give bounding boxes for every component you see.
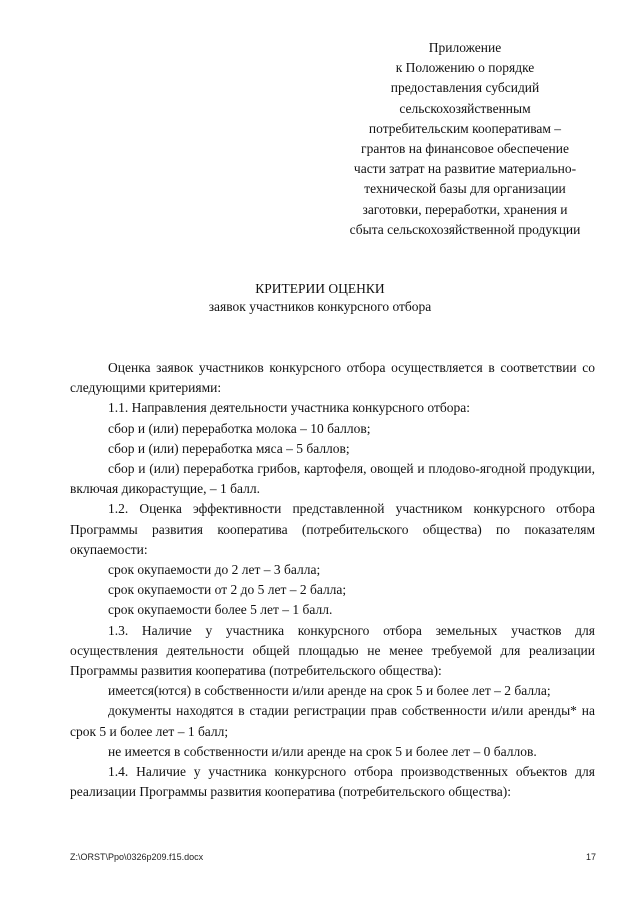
- paragraph: имеется(ются) в собственности и/или аренде на срок 5 и более лет – 2 балла;: [108, 683, 551, 699]
- paragraph: срок окупаемости от 2 до 5 лет – 2 балла;: [108, 582, 347, 598]
- paragraph: сбор и (или) переработка грибов, картофеля, овощей и плодово-ягодной продукции, включая дикорастущие, – 1 балл.: [70, 461, 595, 497]
- paragraph: срок окупаемости до 2 лет – 3 балла;: [108, 562, 321, 578]
- paragraph: 1.3. Наличие у участника конкурсного отбора земельных участков для осуществления деятельности общей площадью не менее требуемой для реализации Программы развития кооператива (потребительского общества):: [70, 622, 595, 679]
- appendix-line: технической базы для организации: [364, 181, 566, 197]
- paragraph: 1.1. Направления деятельности участника конкурсного отбора:: [108, 400, 470, 416]
- document-title: КРИТЕРИИ ОЦЕНКИ: [255, 281, 385, 296]
- paragraph: сбор и (или) переработка молока – 10 баллов;: [108, 420, 371, 436]
- appendix-line: заготовки, переработки, хранения и: [362, 201, 568, 217]
- paragraph: 1.2. Оценка эффективности представленной участником конкурсного отбора Программы развития кооператива (потребительского общества) по показателям окупаемости:: [70, 501, 595, 557]
- paragraph: 1.4. Наличие у участника конкурсного отбора производственных объектов для реализации Программы развития кооператива (потребительского общества):: [70, 764, 595, 800]
- document-subtitle: заявок участников конкурсного отбора: [208, 299, 432, 314]
- appendix-line: части затрат на развитие материально-: [353, 161, 577, 177]
- paragraph: Оценка заявок участников конкурсного отбора осуществляется в соответствии со следующими критериями:: [70, 360, 595, 396]
- paragraph: срок окупаемости более 5 лет – 1 балл.: [108, 602, 333, 618]
- appendix-line: потребительским кооперативам –: [368, 120, 562, 136]
- appendix-line: Приложение: [428, 40, 502, 55]
- appendix-note: [330, 38, 600, 240]
- footer-file-path: Z:\ORST\Ppo\0326p209.f15.docx: [70, 852, 204, 862]
- appendix-line: к Положению о порядке: [395, 60, 535, 76]
- appendix-line: грантов на финансовое обеспечение: [361, 141, 569, 157]
- paragraph: документы находятся в стадии регистрации прав собственности и/или аренды* на срок 5 и более лет – 1 балл;: [70, 703, 595, 739]
- appendix-line: сельскохозяйственным: [399, 100, 531, 116]
- paragraph: не имеется в собственности и/или аренде на срок 5 и более лет – 0 баллов.: [108, 743, 537, 759]
- document-body: [70, 358, 595, 802]
- appendix-line: предоставления субсидий: [390, 80, 540, 96]
- paragraph: сбор и (или) переработка мяса – 5 баллов;: [108, 440, 350, 456]
- footer-page-number: 17: [586, 852, 597, 862]
- appendix-line: сбыта сельскохозяйственной продукции: [349, 221, 581, 237]
